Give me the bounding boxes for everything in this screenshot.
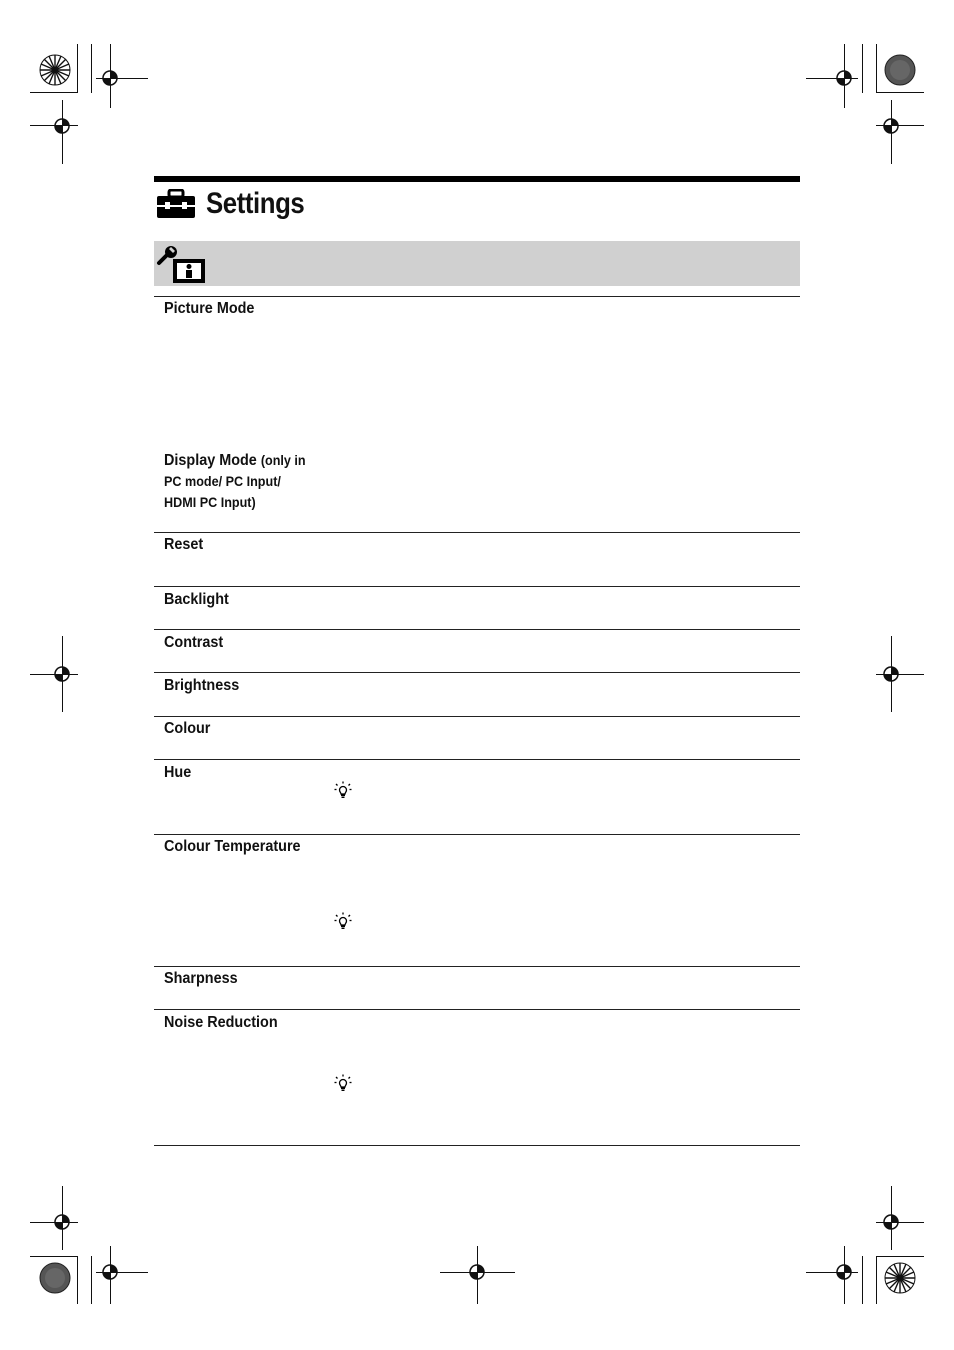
page-header — [156, 186, 320, 222]
registration-target-icon — [831, 65, 857, 91]
star-target-icon — [39, 54, 71, 86]
setting-picture-mode: Picture Mode — [164, 300, 255, 317]
header-rule — [154, 176, 800, 182]
setting-contrast: Contrast — [164, 634, 224, 651]
setting-sharpness: Sharpness — [164, 970, 238, 987]
grey-target-icon — [39, 1262, 71, 1294]
setting-display-mode: Display Mode (only in PC mode/ PC Input/ HDMI PC Input) — [164, 452, 306, 510]
row-divider — [154, 672, 800, 673]
section-band — [154, 241, 800, 286]
registration-target-icon — [97, 65, 123, 91]
setting-reset: Reset — [164, 536, 204, 553]
row-divider — [154, 629, 800, 630]
row-divider — [154, 966, 800, 967]
picture-settings-icon — [156, 245, 208, 285]
registration-target-icon — [49, 1209, 75, 1235]
grey-target-icon — [884, 54, 916, 86]
lightbulb-tip-icon — [334, 781, 352, 799]
registration-target-icon — [97, 1259, 123, 1285]
registration-target-icon — [464, 1259, 490, 1285]
row-divider — [154, 716, 800, 717]
setting-colour-temperature: Colour Temperature — [164, 838, 301, 855]
setting-hue: Hue — [164, 764, 192, 781]
row-divider — [154, 1009, 800, 1010]
setting-brightness: Brightness — [164, 677, 240, 694]
registration-target-icon — [878, 1209, 904, 1235]
registration-target-icon — [49, 113, 75, 139]
registration-target-icon — [49, 661, 75, 687]
registration-target-icon — [878, 113, 904, 139]
setting-noise-reduction: Noise Reduction — [164, 1014, 278, 1031]
star-target-icon — [884, 1262, 916, 1294]
row-divider — [154, 834, 800, 835]
row-divider — [154, 586, 800, 587]
row-divider — [154, 296, 800, 297]
registration-target-icon — [831, 1259, 857, 1285]
lightbulb-tip-icon — [334, 1074, 352, 1092]
row-divider — [154, 532, 800, 533]
row-divider — [154, 1145, 800, 1146]
toolbox-icon — [156, 189, 196, 219]
setting-backlight: Backlight — [164, 591, 229, 608]
registration-target-icon — [878, 661, 904, 687]
row-divider — [154, 759, 800, 760]
setting-colour: Colour — [164, 720, 211, 737]
page-title: Settings — [206, 187, 305, 220]
lightbulb-tip-icon — [334, 912, 352, 930]
